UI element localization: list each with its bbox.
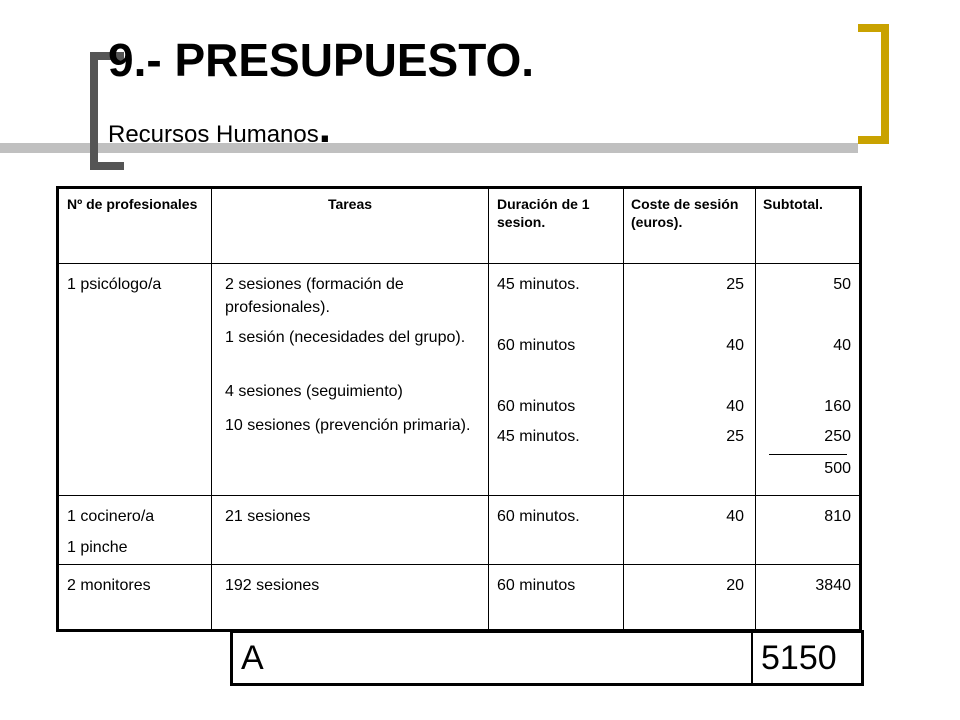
total-box <box>230 630 864 686</box>
row-divider <box>59 263 859 264</box>
row3-duracion: 60 minutos <box>497 577 576 594</box>
row1-profesional: 1 psicólogo/a <box>67 276 162 293</box>
sum-underline <box>769 454 847 455</box>
row1-coste-3: 40 <box>726 398 744 415</box>
row2-profesional-1: 1 cocinero/a <box>67 508 155 525</box>
right-bracket-bottom <box>858 136 889 144</box>
row3-subtotal: 3840 <box>815 577 851 594</box>
col-divider <box>755 189 756 629</box>
subtitle-dot: . <box>318 103 331 152</box>
page-subtitle <box>108 103 331 155</box>
row3-coste: 20 <box>726 577 744 594</box>
total-label: A <box>241 639 264 677</box>
row1-tarea-2: 1 sesión (necesidades del grupo). <box>225 329 466 346</box>
header-duracion: Duración de 1 sesion. <box>497 196 590 230</box>
right-bracket <box>881 24 889 144</box>
header-coste: Coste de sesión (euros). <box>631 196 739 230</box>
subtitle-text: Recursos Humanos <box>108 121 319 148</box>
col-divider <box>488 189 489 629</box>
row2-coste: 40 <box>726 508 744 525</box>
left-bracket-bottom <box>90 162 124 170</box>
header-profesionales: Nº de profesionales <box>67 196 198 212</box>
header-tareas: Tareas <box>327 196 373 212</box>
page-title: 9.- PRESUPUESTO. <box>108 34 535 86</box>
row2-tareas: 21 sesiones <box>225 508 311 525</box>
row1-duracion-4: 45 minutos. <box>497 428 580 445</box>
row1-subtotal-sum: 500 <box>824 460 851 477</box>
row1-coste-2: 40 <box>726 337 744 354</box>
row1-subtotal-4: 250 <box>824 428 851 445</box>
row1-tarea-4: 10 sesiones (prevención primaria). <box>225 417 471 434</box>
row1-tarea-1: 2 sesiones (formación de profesionales). <box>225 276 404 316</box>
col-divider <box>211 189 212 629</box>
total-value: 5150 <box>761 639 837 677</box>
row1-subtotal-2: 40 <box>833 337 851 354</box>
row1-subtotal-3: 160 <box>824 398 851 415</box>
row3-profesional: 2 monitores <box>67 577 151 594</box>
row1-tarea-3: 4 sesiones (seguimiento) <box>225 383 403 400</box>
row1-coste-4: 25 <box>726 428 744 445</box>
row3-tareas: 192 sesiones <box>225 577 320 594</box>
right-bracket-top <box>858 24 889 32</box>
row2-duracion: 60 minutos. <box>497 508 580 525</box>
row1-duracion-1: 45 minutos. <box>497 276 580 293</box>
header-subtotal: Subtotal. <box>763 196 823 212</box>
row-divider <box>59 564 859 565</box>
row-divider <box>59 495 859 496</box>
left-bracket <box>90 52 98 170</box>
row1-subtotal-1: 50 <box>833 276 851 293</box>
budget-table <box>56 186 862 632</box>
row2-profesional-2: 1 pinche <box>67 539 128 556</box>
row2-subtotal: 810 <box>824 508 851 525</box>
row1-coste-1: 25 <box>726 276 744 293</box>
row1-duracion-3: 60 minutos <box>497 398 576 415</box>
col-divider <box>623 189 624 629</box>
row1-duracion-2: 60 minutos <box>497 337 576 354</box>
total-divider <box>751 633 753 683</box>
